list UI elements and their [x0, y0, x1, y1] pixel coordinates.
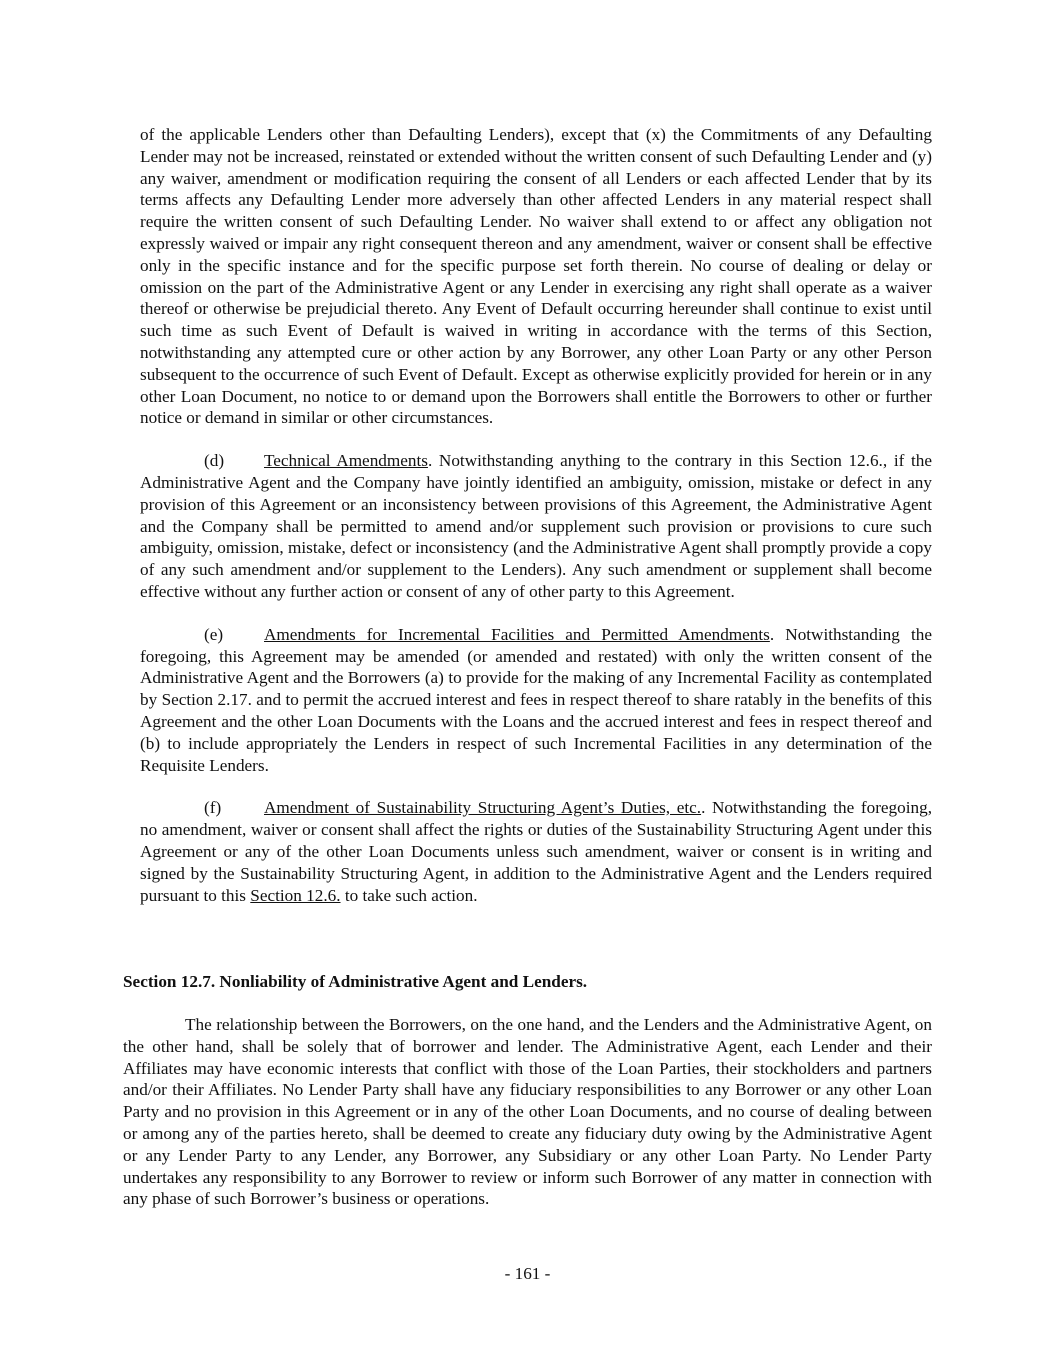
- paragraph-d: [140, 450, 932, 603]
- clause-tail: to take such action.: [340, 885, 478, 905]
- paragraph-continuation: of the applicable Lenders other than Defaulting Lenders), except that (x) the Commitments of any Defaulting Lender may not be increased, reinstated or extended without the written consent of such Defaulting Lender and (y) any waiver, amendment or modification requiring the consent of all Lenders or each affected Lender that by its terms affects any Defaulting Lender more adversely than other affected Lenders in any material respect shall require the written consent of such Defaulting Lender. No waiver shall extend to or affect any obligation not expressly waived or impair any right consequent thereon and any amendment, waiver or consent shall be effective only in the specific instance and for the specific purpose set forth therein. No course of dealing or delay or omission on the part of the Administrative Agent or any Lender in exercising any right shall operate as a waiver thereof or otherwise be prejudicial thereto. Any Event of Default occurring hereunder shall continue to exist until such time as such Event of Default is waived in writing in accordance with the terms of this Section, notwithstanding any attempted cure or other action by any Borrower, any other Loan Party or any other Person subsequent to the occurrence of such Event of Default. Except as otherwise explicitly provided for herein or in any other Loan Document, no notice to or demand upon the Borrowers shall entitle the Borrowers to other or further notice or demand in similar or other circumstances.: [140, 125, 932, 428]
- clause-text: . Notwithstanding the foregoing, this Agreement may be amended (or amended and restated) with only the written consent of the Administrative Agent and the Borrowers (a) to provide for the making of any Incremental Facility as contemplated by Section 2.17. and to permit the accrued interest and fees in respect thereof to share ratably in the benefits of this Agreement and the other Loan Documents with the Loans and the accrued interest and fees in respect thereof and (b) to include appropriately the Lenders in respect of such Incremental Facilities in any determination of the Requisite Lenders.: [140, 624, 932, 775]
- paragraph-f: [140, 797, 932, 906]
- clause-title: Technical Amendments: [264, 451, 428, 471]
- clause-label: (f): [204, 798, 222, 818]
- document-body: [140, 124, 932, 906]
- clause-title: Amendments for Incremental Facilities and Permitted Amendments: [264, 624, 770, 644]
- clause-label: (d): [204, 451, 225, 471]
- clause-text: . Notwithstanding the foregoing, no amendment, waiver or consent shall affect the rights or duties of the Sustainability Structuring Agent under this Agreement or any of the other Loan Documents unless such amendment, waiver or consent is in writing and signed by the Sustainability Structuring Agent, in addition to the Administrative Agent and the Lenders required pursuant to this: [140, 798, 932, 905]
- section-reference: Section 12.6.: [250, 885, 341, 905]
- section-paragraph: The relationship between the Borrowers, on the one hand, and the Lenders and the Administrative Agent, on the other hand, shall be solely that of borrower and lender. The Administrative Agent, each Lender and their Affiliates may have economic interests that conflict with those of the Loan Parties, their stockholders and partners and/or their Affiliates. No Lender Party shall have any fiduciary responsibilities to any Borrower or any other Loan Party and no provision in this Agreement or in any of the other Loan Documents, and no course of dealing between or among any of the parties hereto, shall be deemed to create any fiduciary duty owing by the Administrative Agent or any Lender Party to any Lender, any Borrower, any Subsidiary or any other Loan Party. No Lender Party undertakes any responsibility to any Borrower to review or inform such Borrower of any matter in connection with any phase of such Borrower’s business or operations.: [123, 1015, 932, 1209]
- clause-title: Amendment of Sustainability Structuring Agent’s Duties, etc.: [264, 798, 702, 818]
- section-body: [123, 1014, 932, 1210]
- clause-text: . Notwithstanding anything to the contrary in this Section 12.6., if the Administrative Agent and the Company have jointly identified an ambiguity, omission, mistake or defect in any provision of this Agreement or an inconsistency between provisions of this Agreement, the Administrative Agent and the Company shall be permitted to amend and/or supplement such provision or provisions to cure such ambiguity, omission, mistake, defect or inconsistency (and the Administrative Agent shall promptly provide a copy of any such amendment and/or supplement to the Lenders). Any such amendment or supplement shall become effective without any further action or consent of any of other party to this Agreement.: [140, 451, 932, 601]
- paragraph-e: [140, 624, 932, 777]
- page-number: - 161 -: [504, 1264, 551, 1283]
- section-heading: Section 12.7. Nonliability of Administrative Agent and Lenders.: [123, 972, 588, 991]
- clause-label: (e): [204, 624, 224, 644]
